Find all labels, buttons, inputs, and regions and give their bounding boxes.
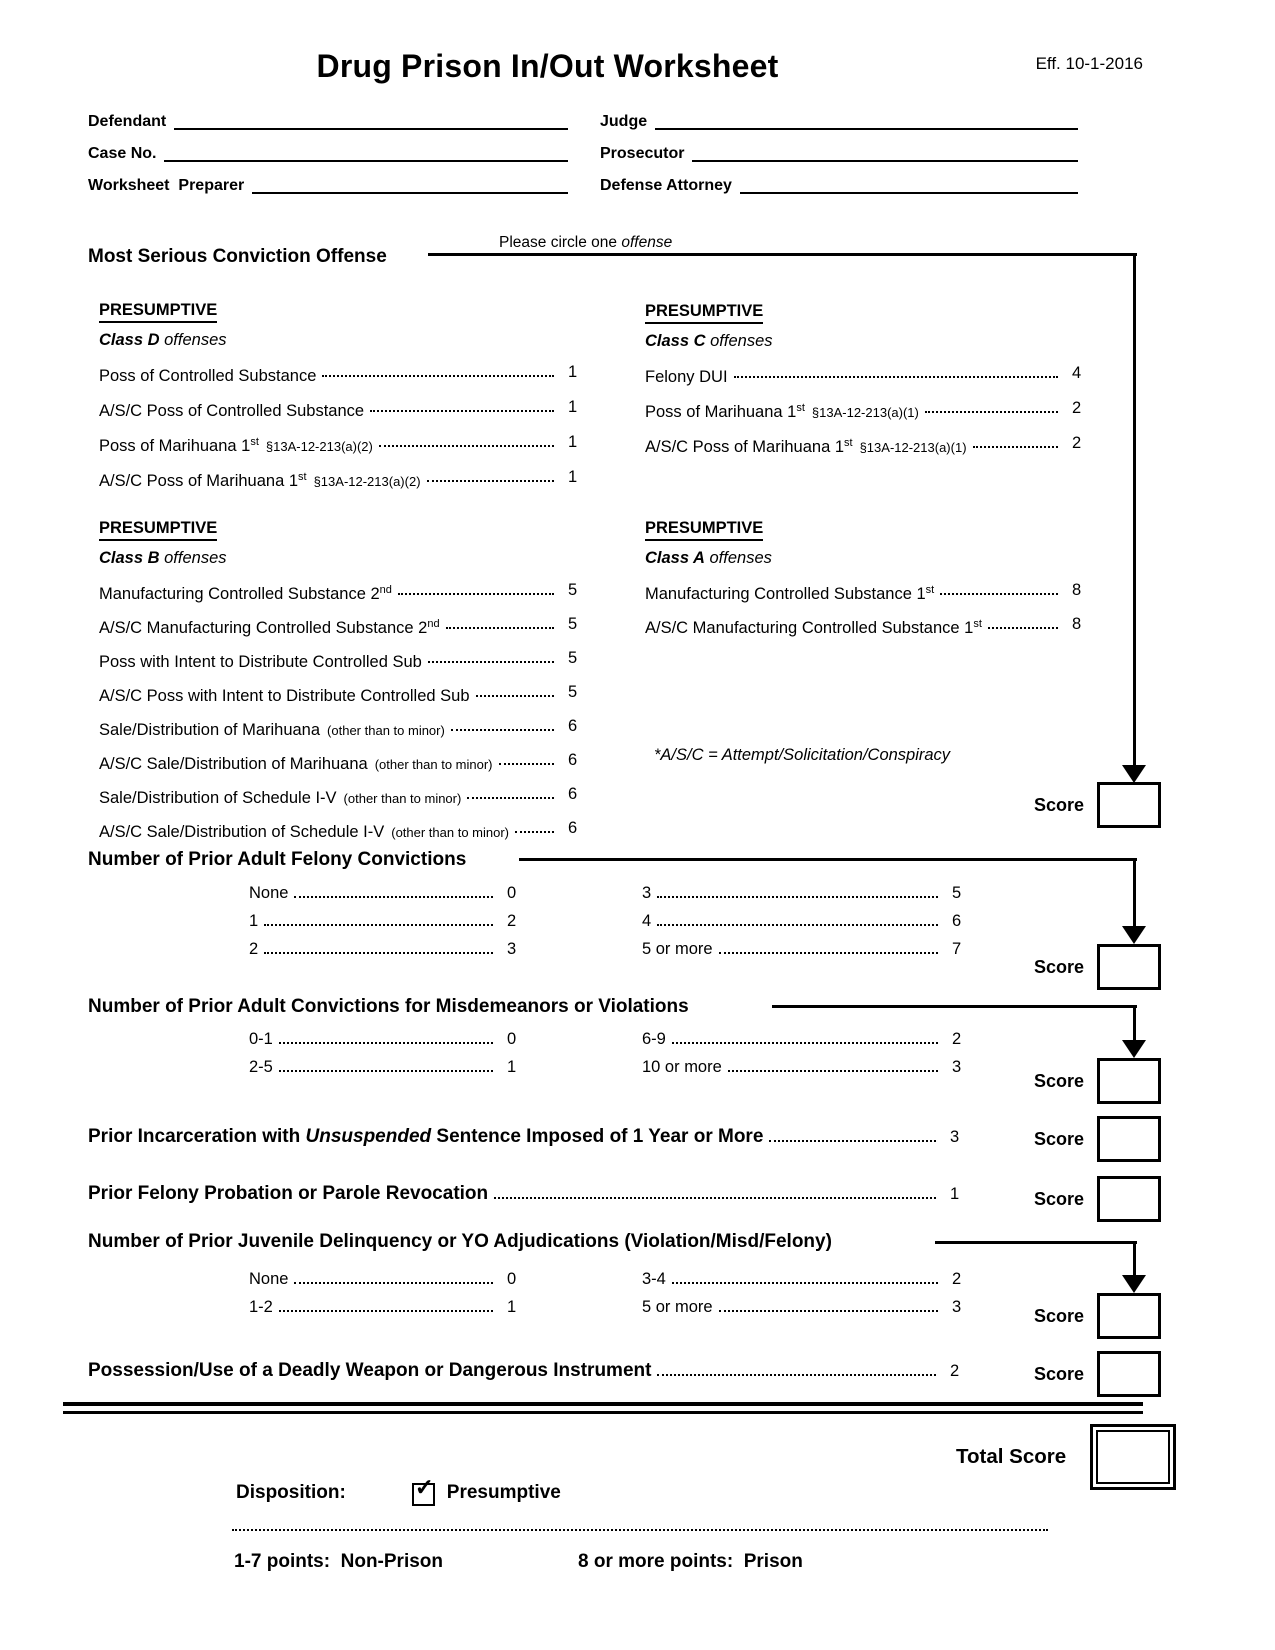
score-unit-offense — [1034, 782, 1161, 828]
dotted-leader — [719, 952, 938, 954]
offense-item[interactable] — [645, 363, 1092, 398]
case-field-row — [88, 176, 568, 208]
dotted-leader — [446, 614, 554, 629]
offense-item[interactable] — [645, 433, 1092, 468]
option-points: 0 — [507, 1270, 517, 1288]
dotted-leader — [940, 580, 1058, 595]
option-label: 4 — [642, 912, 652, 930]
dotted-leader — [264, 952, 493, 954]
field-blank-line[interactable] — [252, 176, 568, 194]
dotted-leader — [728, 1070, 938, 1072]
dotted-leader — [657, 896, 938, 898]
offense-name: A/S/C Sale/Distribution of Marihuana (other than to minor) — [99, 755, 493, 773]
total-score-label: Total Score — [956, 1445, 1067, 1468]
class-label: Class A offenses — [645, 549, 772, 567]
dashed-divider — [232, 1529, 1048, 1531]
felony-options — [249, 884, 972, 968]
score-box[interactable] — [1097, 944, 1161, 990]
offense-points: 1 — [568, 468, 578, 486]
field-label: Judge — [600, 113, 648, 130]
connector-line — [1133, 858, 1136, 928]
juvenile-options — [249, 1270, 972, 1326]
option-row[interactable] — [249, 1270, 527, 1298]
offense-item[interactable] — [99, 818, 588, 852]
option-row[interactable] — [642, 1298, 972, 1326]
offense-name: Poss of Marihuana 1st §13A-12-213(a)(2) — [99, 436, 373, 455]
field-label: Defense Attorney — [600, 177, 732, 194]
option-points: 2 — [507, 912, 517, 930]
field-blank-line[interactable] — [174, 112, 568, 130]
class-b-block — [99, 518, 588, 852]
offense-points: 6 — [568, 785, 578, 803]
dotted-leader — [370, 397, 554, 412]
disposition-row — [236, 1474, 561, 1506]
offense-name: Sale/Distribution of Schedule I-V (other than to minor) — [99, 789, 462, 807]
option-row[interactable] — [249, 912, 527, 940]
option-label: 3-4 — [642, 1270, 666, 1288]
class-d-block — [99, 300, 588, 502]
presumptive-title: PRESUMPTIVE — [645, 301, 1092, 324]
option-label: 0-1 — [249, 1030, 273, 1048]
option-points: 3 — [952, 1298, 962, 1316]
offense-points: 6 — [568, 717, 578, 735]
dotted-leader — [769, 1140, 936, 1142]
dotted-leader — [264, 924, 493, 926]
offense-name: A/S/C Manufacturing Controlled Substance 1st — [645, 618, 982, 637]
offense-item[interactable] — [99, 716, 588, 750]
offense-points: 1 — [568, 398, 578, 416]
offense-points: 8 — [1072, 615, 1082, 633]
asc-abbreviation-note: *A/S/C = Attempt/Solicitation/Conspiracy — [654, 746, 951, 764]
offense-points: 5 — [568, 683, 578, 701]
option-row[interactable] — [642, 940, 972, 968]
divider-rule — [63, 1411, 1143, 1414]
connector-line — [519, 858, 1137, 861]
dotted-leader — [925, 398, 1058, 413]
offense-item[interactable] — [645, 398, 1092, 433]
option-points: 2 — [952, 1270, 962, 1288]
field-blank-line[interactable] — [692, 144, 1078, 162]
case-field-row — [600, 144, 1078, 176]
option-label: 6-9 — [642, 1030, 666, 1048]
offense-name: Manufacturing Controlled Substance 1st — [645, 584, 935, 603]
score-label: Score — [1034, 1188, 1085, 1209]
offense-item[interactable] — [99, 648, 588, 682]
offense-points: 1 — [568, 363, 578, 381]
score-label: Score — [1034, 1070, 1085, 1091]
option-points: 2 — [952, 1030, 962, 1048]
option-points: 1 — [507, 1298, 517, 1316]
page-title: Drug Prison In/Out Worksheet — [316, 48, 779, 84]
divider-rule — [63, 1402, 1143, 1406]
option-label: 10 or more — [642, 1058, 722, 1076]
score-box[interactable] — [1097, 1116, 1161, 1162]
class-label: Class C offenses — [645, 332, 773, 350]
option-row[interactable] — [642, 1270, 972, 1298]
dotted-leader — [672, 1282, 938, 1284]
offense-points: 5 — [568, 649, 578, 667]
presumptive-title: PRESUMPTIVE — [99, 300, 588, 323]
offense-item[interactable] — [645, 614, 1092, 648]
score-box[interactable] — [1097, 782, 1161, 828]
offense-name: A/S/C Poss with Intent to Distribute Controlled Sub — [99, 687, 470, 705]
offense-name: Poss of Controlled Substance — [99, 367, 317, 385]
item-points: 1 — [950, 1185, 960, 1203]
score-box[interactable] — [1097, 1351, 1161, 1397]
case-field-row — [600, 112, 1078, 144]
arrow-down-icon — [1122, 1040, 1146, 1058]
offense-item[interactable] — [99, 397, 588, 432]
connector-line — [428, 253, 1137, 256]
effective-date: Eff. 10-1-2016 — [1035, 54, 1143, 73]
score-label: Score — [1034, 1128, 1085, 1149]
score-label: Score — [1034, 1305, 1085, 1326]
offense-item[interactable] — [99, 614, 588, 648]
option-row[interactable] — [249, 940, 527, 968]
offense-item[interactable] — [99, 682, 588, 716]
score-unit-incarceration — [1034, 1116, 1161, 1162]
score-unit-felony — [1034, 944, 1161, 990]
dotted-leader — [657, 924, 938, 926]
offense-item[interactable] — [99, 784, 588, 818]
dotted-leader — [973, 433, 1058, 448]
total-score-inner-box — [1096, 1430, 1170, 1484]
offense-name: A/S/C Poss of Marihuana 1st §13A-12-213(a)(1) — [645, 437, 967, 456]
offense-name: Manufacturing Controlled Substance 2nd — [99, 584, 392, 603]
dotted-leader — [719, 1310, 938, 1312]
dotted-leader — [279, 1310, 493, 1312]
score-label: Score — [1034, 956, 1085, 977]
connector-line — [1133, 253, 1136, 767]
dotted-leader — [279, 1042, 493, 1044]
score-box[interactable] — [1097, 1176, 1161, 1222]
juvenile-section-heading: Number of Prior Juvenile Delinquency or YO Adjudications (Violation/Misd/Felony) — [88, 1231, 832, 1252]
checkmark-icon: ✓ — [414, 1474, 435, 1500]
offense-section-heading: Most Serious Conviction Offense — [88, 246, 387, 267]
option-row[interactable] — [249, 1030, 527, 1058]
case-field-row — [88, 112, 568, 144]
case-fields-left — [88, 112, 568, 208]
offense-name: A/S/C Poss of Controlled Substance — [99, 402, 365, 420]
option-label: 2-5 — [249, 1058, 273, 1076]
connector-line — [1133, 1241, 1136, 1277]
total-score-unit — [956, 1424, 1176, 1490]
option-label: 2 — [249, 940, 259, 958]
field-label: Defendant — [88, 113, 167, 130]
offense-item[interactable] — [99, 750, 588, 784]
score-unit-probation — [1034, 1176, 1161, 1222]
offense-name: Poss of Marihuana 1st §13A-12-213(a)(1) — [645, 402, 919, 421]
legend-nonprison: 1-7 points: Non-Prison — [234, 1551, 443, 1572]
offense-name: Poss with Intent to Distribute Controlled Sub — [99, 653, 422, 671]
dotted-leader — [494, 1197, 936, 1199]
dotted-leader — [379, 432, 554, 447]
misdemeanor-options — [249, 1030, 972, 1086]
incarceration-heading: Prior Incarceration with Unsuspended Sentence Imposed of 1 Year or More — [88, 1126, 764, 1147]
score-label: Score — [1034, 794, 1085, 815]
dotted-leader — [734, 363, 1058, 378]
option-points: 3 — [507, 940, 517, 958]
option-label: 1-2 — [249, 1298, 273, 1316]
score-label: Score — [1034, 1363, 1085, 1384]
dotted-leader — [672, 1042, 938, 1044]
class-label: Class B offenses — [99, 549, 227, 567]
field-blank-line[interactable] — [740, 176, 1078, 194]
option-row[interactable] — [249, 884, 527, 912]
presumptive-title: PRESUMPTIVE — [645, 518, 1092, 541]
total-score-box[interactable] — [1090, 1424, 1176, 1490]
dotted-leader — [499, 750, 555, 765]
circle-instruction: Please circle one offense — [493, 234, 678, 252]
presumptive-title: PRESUMPTIVE — [99, 518, 588, 541]
option-row[interactable] — [642, 1030, 972, 1058]
offense-points: 2 — [1072, 399, 1082, 417]
case-field-row — [600, 176, 1078, 208]
dotted-leader — [515, 818, 554, 833]
option-label: None — [249, 1270, 289, 1288]
class-c-block — [645, 301, 1092, 468]
connector-line — [772, 1005, 1137, 1008]
item-points: 2 — [950, 1362, 960, 1380]
option-points: 3 — [952, 1058, 962, 1076]
dotted-leader — [451, 716, 554, 731]
case-fields-right — [600, 112, 1078, 208]
offense-points: 6 — [568, 751, 578, 769]
incarceration-line — [88, 1126, 970, 1150]
dotted-leader — [467, 784, 554, 799]
disposition-label: Disposition: — [236, 1482, 346, 1503]
dotted-leader — [657, 1374, 936, 1376]
case-field-row — [88, 144, 568, 176]
offense-name: Felony DUI — [645, 368, 728, 386]
weapon-line — [88, 1360, 970, 1384]
arrow-down-icon — [1122, 765, 1146, 783]
option-row[interactable] — [249, 1298, 527, 1326]
option-label: 5 or more — [642, 1298, 713, 1316]
offense-name: A/S/C Sale/Distribution of Schedule I-V (other than to minor) — [99, 823, 510, 841]
score-unit-juvenile — [1034, 1293, 1161, 1339]
offense-points: 5 — [568, 581, 578, 599]
dotted-leader — [988, 614, 1058, 629]
connector-line — [935, 1241, 1137, 1244]
option-points: 0 — [507, 1030, 517, 1048]
option-points: 7 — [952, 940, 962, 958]
option-label: 3 — [642, 884, 652, 902]
offense-item[interactable] — [99, 580, 588, 614]
dotted-leader — [294, 1282, 493, 1284]
option-points: 0 — [507, 884, 517, 902]
presumptive-checkbox[interactable] — [412, 1474, 435, 1506]
score-box[interactable] — [1097, 1293, 1161, 1339]
option-row[interactable] — [249, 1058, 527, 1086]
offense-points: 8 — [1072, 581, 1082, 599]
connector-line — [1133, 1005, 1136, 1042]
offense-points: 5 — [568, 615, 578, 633]
class-a-block — [645, 518, 1092, 648]
offense-item[interactable] — [99, 432, 588, 467]
offense-name: Sale/Distribution of Marihuana (other than to minor) — [99, 721, 445, 739]
option-label: 1 — [249, 912, 259, 930]
option-label: 5 or more — [642, 940, 713, 958]
probation-heading: Prior Felony Probation or Parole Revocation — [88, 1183, 489, 1204]
weapon-heading: Possession/Use of a Deadly Weapon or Dangerous Instrument — [88, 1360, 652, 1381]
dotted-leader — [427, 467, 554, 482]
offense-item[interactable] — [99, 467, 588, 502]
legend-prison: 8 or more points: Prison — [578, 1551, 803, 1572]
offense-item[interactable] — [99, 362, 588, 397]
dotted-leader — [398, 580, 554, 595]
option-label: None — [249, 884, 289, 902]
option-points: 5 — [952, 884, 962, 902]
misdemeanor-section-heading: Number of Prior Adult Convictions for Misdemeanors or Violations — [88, 996, 689, 1017]
field-label: Prosecutor — [600, 145, 685, 162]
field-blank-line[interactable] — [164, 144, 568, 162]
dotted-leader — [294, 896, 493, 898]
dotted-leader — [428, 648, 554, 663]
field-label: Worksheet Preparer — [88, 177, 245, 194]
field-label: Case No. — [88, 145, 157, 162]
class-label: Class D offenses — [99, 331, 227, 349]
offense-points: 6 — [568, 819, 578, 837]
option-row[interactable] — [642, 1058, 972, 1086]
offense-points: 4 — [1072, 364, 1082, 382]
dotted-leader — [322, 362, 554, 377]
dotted-leader — [279, 1070, 493, 1072]
arrow-down-icon — [1122, 926, 1146, 944]
score-unit-weapon — [1034, 1351, 1161, 1397]
offense-item[interactable] — [645, 580, 1092, 614]
disposition-value: Presumptive — [446, 1482, 561, 1503]
probation-line — [88, 1183, 970, 1207]
offense-points: 1 — [568, 433, 578, 451]
dotted-leader — [476, 682, 554, 697]
option-points: 6 — [952, 912, 962, 930]
arrow-down-icon — [1122, 1275, 1146, 1293]
option-row[interactable] — [642, 912, 972, 940]
option-row[interactable] — [642, 884, 972, 912]
score-unit-misdemeanor — [1034, 1058, 1161, 1104]
item-points: 3 — [950, 1128, 960, 1146]
offense-name: A/S/C Poss of Marihuana 1st §13A-12-213(a)(2) — [99, 471, 421, 490]
offense-name: A/S/C Manufacturing Controlled Substance 2nd — [99, 618, 440, 637]
offense-points: 2 — [1072, 434, 1082, 452]
option-points: 1 — [507, 1058, 517, 1076]
felony-section-heading: Number of Prior Adult Felony Convictions — [88, 849, 467, 870]
field-blank-line[interactable] — [655, 112, 1078, 130]
score-box[interactable] — [1097, 1058, 1161, 1104]
